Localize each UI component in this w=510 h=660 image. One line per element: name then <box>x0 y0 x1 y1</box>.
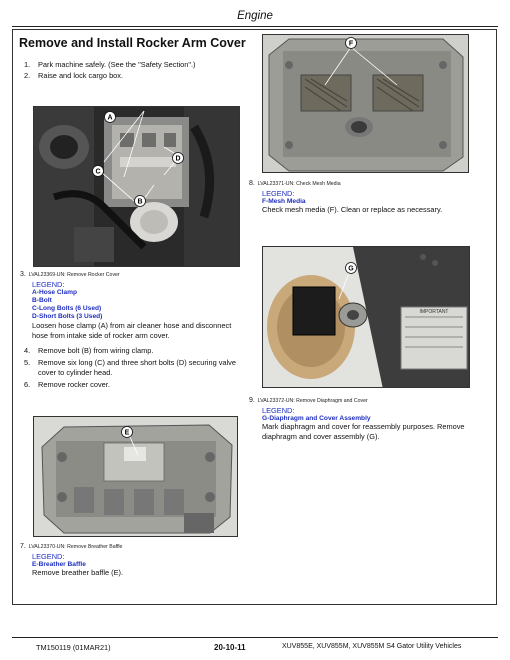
figure-3-caption <box>20 271 120 278</box>
step-number: 1. <box>24 60 31 69</box>
figure-8-caption <box>249 180 341 187</box>
figure-caption-text: LVAL23371-UN: Check Mesh Media <box>257 181 341 187</box>
page-title: Remove and Install Rocker Arm Cover <box>19 36 246 50</box>
step-text: Remove rocker cover. <box>38 380 110 389</box>
legend-heading: LEGEND: <box>32 552 65 561</box>
legend-item-d: D-Short Bolts (3 Used) <box>32 313 103 320</box>
section-header: Engine <box>237 10 273 22</box>
legend-heading: LEGEND: <box>262 189 295 198</box>
callout-f <box>346 38 357 49</box>
figure-3-text-line-2: hose from intake side of rocker arm cover. <box>32 331 170 340</box>
step-5-continued: cover to cylinder head. <box>38 368 113 377</box>
figure-number: 7. <box>20 543 26 550</box>
legend-heading: LEGEND: <box>32 280 65 289</box>
callout-d <box>173 153 184 164</box>
step-text: Remove six long (C) and three short bolts (D) securing valve <box>38 358 236 367</box>
callout-a-label: A <box>107 114 113 122</box>
step-text: Raise and lock cargo box. <box>38 71 124 80</box>
step-4 <box>24 346 153 355</box>
legend-item-c: C-Long Bolts (6 Used) <box>32 305 102 312</box>
step-text: Park machine safely. (See the "Safety Section".) <box>38 60 196 69</box>
callout-b <box>135 196 146 207</box>
callout-c-label: C <box>95 168 101 176</box>
diaphragm-graphic <box>263 247 470 388</box>
step-2 <box>24 71 123 80</box>
figure-7-caption <box>20 543 122 550</box>
legend-item-g: G-Diaphragm and Cover Assembly <box>262 415 371 422</box>
mesh-media-photo <box>262 34 469 173</box>
figure-7-text: Remove breather baffle (E). <box>32 568 124 577</box>
legend-item-f: F-Mesh Media <box>262 198 306 205</box>
figure-number: 8. <box>249 180 255 187</box>
callout-a <box>105 112 116 123</box>
header-divider <box>12 26 498 27</box>
breather-baffle-photo <box>33 416 238 537</box>
step-1 <box>24 60 196 69</box>
figure-9-text-line-2: diaphragm and cover assembly (G). <box>262 432 380 441</box>
step-5 <box>24 358 236 367</box>
figure-number: 9. <box>249 397 255 404</box>
figure-9-caption <box>249 397 368 404</box>
figure-9-text-line-1: Mark diaphragm and cover for reassembly purposes. Remove <box>262 422 465 431</box>
callout-e-label: E <box>124 429 130 437</box>
figure-number: 3. <box>20 271 26 278</box>
callout-g-label: G <box>348 265 354 273</box>
legend-item-b: B-Bolt <box>32 297 52 304</box>
step-number: 4. <box>24 346 31 355</box>
footer-doc-id: TM150119 (01MAR21) <box>36 643 111 652</box>
engine-label-heading: IMPORTANT <box>419 309 449 315</box>
mesh-media-graphic <box>263 35 469 173</box>
callout-c <box>93 166 104 177</box>
footer-divider <box>12 637 498 638</box>
breather-baffle-graphic <box>34 417 238 537</box>
figure-caption-text: LVAL23370-UN: Remove Breather Baffle <box>28 544 123 550</box>
footer-vehicle-models: XUV855E, XUV855M, XUV855M S4 Gator Utility Vehicles <box>282 643 462 650</box>
legend-item-a: A-Hose Clamp <box>32 289 78 296</box>
callout-e <box>122 427 133 438</box>
footer-page-number: 20-10-11 <box>214 643 246 652</box>
step-6 <box>24 380 110 389</box>
figure-caption-text: LVAL23372-UN: Remove Diaphragm and Cover <box>257 398 368 404</box>
diaphragm-photo <box>262 246 470 388</box>
callout-d-label: D <box>175 155 181 163</box>
engine-photo <box>33 106 240 267</box>
callout-b-label: B <box>137 198 143 206</box>
step-text: Remove bolt (B) from wiring clamp. <box>38 346 154 355</box>
callout-f-label: F <box>348 40 354 48</box>
figure-caption-text: LVAL23369-UN: Remove Rocker Cover <box>28 272 120 278</box>
legend-item-e: E-Breather Baffle <box>32 561 86 568</box>
figure-3-text-line-1: Loosen hose clamp (A) from air cleaner hose and disconnect <box>32 321 232 330</box>
figure-8-text: Check mesh media (F). Clean or replace as necessary. <box>262 205 443 214</box>
legend-heading: LEGEND: <box>262 406 295 415</box>
step-number: 6. <box>24 380 31 389</box>
engine-photo-graphic <box>34 107 240 267</box>
step-number: 5. <box>24 358 31 367</box>
callout-g <box>346 263 357 274</box>
step-number: 2. <box>24 71 31 80</box>
